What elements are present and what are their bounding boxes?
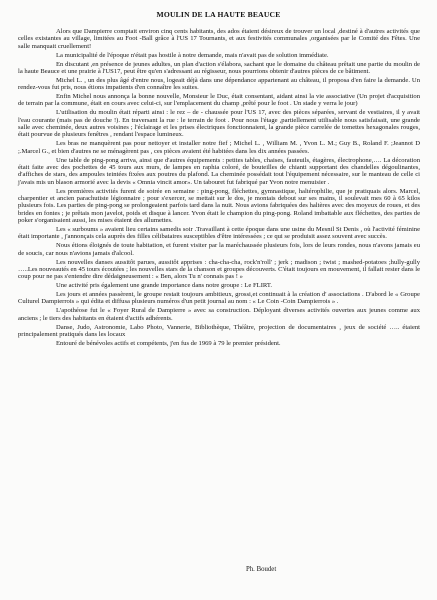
paragraph: Entouré de bénévoles actifs et compétents, j'en fus de 1969 à 79 le premier président. [56,339,281,347]
document-title: MOULIN DE LA HAUTE BEAUCE [156,10,281,19]
document-body [18,28,420,349]
paragraph: Michel L. , un des plus âgé d'entre nous, logeait déjà dans une dépendance appartenant au château, il proposa d'en faire la demande. Un rendez-vous fut pris, nous étions impatients d'en connaître les suites. [18,76,420,92]
paragraph: En discutant ,en présence de jeunes adultes, un plan d'action s'élabora, sachant que le domaine du château prêtait une partie du moulin de la haute Beauce et une prairie à l'US17, peut être qu'en s'adressant au régisseur, nous pourrions obtenir d'autres pièces de ce bâtiment. [18,60,420,75]
paragraph: Les bras ne manquèrent pas pour nettoyer et installer notre fief ; Michel L. , William M. , Yvon L. M.; Guy B., Roland F. ;Jeannot D ;.Marcel G., et bien d'autres ne se ménagèrent pas , ces pièces avaient été habitées dans les dix années passées. [18,140,420,155]
paragraph: Une table de ping-pong arriva, ainsi que d'autres équipements : petites tables, chaises, fauteuils, étagères, électrophone,…. La décoration était faite avec des pochettes de 45 tours aux murs, de lampes en raphia coloré, de bouteilles de chianti supportant des chandelles dégoulinantes, d'affiches de stars, des ampoules teintées fixées aux poutres du plafond. La cheminée possédait tout l'équipement nécessaire, sur le manteau de celle ci j'avais mis un blason armorié avec la devis « Omnia vincit amor». Un tabouret fut fabriqué par Yvon notre menuisier . [18,156,420,186]
paragraph: Danse, Judo, Astronomie, Labo Photo, Vannerie, Bibliothèque, Théâtre, projection de documentaires , jeux de société ….. étaient principalement pratiqués dans les locaux [18,323,420,338]
paragraph: Alors que Dampierre comptait environ cinq cents habitants, des ados étaient désireux de trouver un local ,destiné à d'autres activités que celles existantes au village, limitées au Foot -Ball grâce à l'US 17 Tournants, et aux festivités communales ,organisées par le Comité des Fêtes. Une salle manquait cruellement! [18,28,420,50]
paragraph: Enfin Michel nous annonça la bonne nouvelle, Monsieur le Duc, était consentant, aidant ainsi la vie associative (Un projet d'acquisition de terrain par la commune, était en cours avec celui-ci, sur l'emplacement du champ ,prêté pour le foot . Un stade y verra le jour) [18,93,420,108]
paragraph: L'utilisation du moulin était réparti ainsi : le rez – de - chaussée pour l'US 17, avec des pièces séparées, servant de vestiaires, il y avait l'eau courante (mais pas de douche !). En traversant la rue : le terrain de foot . Pour nous l'étage ,partiellement utilisable nous satisfaisait, une grande salle avec cheminée, deux autres voisines ; l'éclairage et les prises électriques fonctionnaient, la grande pièce carrelée de tomettes hexagonales rouges, était pourvue de plusieurs fenêtres , rendant l'espace lumineux. [18,109,420,139]
paragraph: Les « surboums » avaient lieu certains samedis soir .Travaillant à cette époque dans une usine du Mesnil St Denis , où l'activité féminine était importante , j'annonçais cela auprès des filles célibataires susceptibles d'être intéressées ; ce qui se produisit assez souvent avec succès. [18,225,420,241]
paragraph: Les premières activités furent de soirée en semaine : ping-pong, fléchettes, gymnastique, haltérophilie, que je pratiquais alors. Marcel, charpentier et ancien parachutiste légionnaire ; pour s'exercer, se mettait sur le dos, je montais debout sur ses mains, il soulevait mes 60 à 65 kilos plusieurs fois. Les parties de ping-pong se prolongeaient parfois tard dans la nuit. Nous avions fabriquées des haltères avec des moyeux de roues, et des brides en fontes ; je prêtais mon javelot, poids et disque à lancer. Yvon était le champion du ping-pong. Roland imbattable aux fléchettes, des parties de poker s'organisaient aussi, les mises étaient des allumettes. [18,187,420,224]
paragraph: Les jours et années passèrent, le groupe restait toujours ambitieux, grossi,et continuait à la création d' associations . D'abord le « Groupe Culturel Dampierrois » qui édita et diffusa plusieurs numéros d'un petit journal au nom : « Le Coin -Coin Dampierrois » . [18,291,420,306]
paragraph: La municipalité de l'époque n'était pas hostile à notre demande, mais n'avait pas de solution immédiate. [56,51,329,59]
signature: Ph. Boudet [246,566,277,573]
paragraph: Une activité pris également une grande importance dans notre groupe : Le FLIRT. [56,282,273,290]
paragraph: Nous étions éloignés de toute habitation, et furent visiter par la maréchaussée plusieurs fois, lors de leurs rondes, nous n'avons jamais eu de soucis, car nous n'avions jamais d'alcool. [18,242,420,257]
paragraph: L'apothéose fut le « Foyer Rural de Dampierre » avec sa construction. Déployant diverses activités ouvertes aux jeunes comme aux anciens ; le tiers des habitants en étaient d'actifs adhérents. [18,307,420,322]
paragraph: Les nouvelles danses aussitôt parues, aussitôt apprises : cha-cha-cha, rock'n'roll' ; jerk ; madison ; twist ; mashed-potatoes ;hully-gully …..Les nouveautés en 45 tours écoutées ; les nouvelles stars de la chanson et groupes découverts. C'était toujours en mouvement, il fallait rester dans le coup pour ne pas s'entendre dire dédaigneusement : « Ben, alors Tu n' connais pas ! » [18,258,420,281]
